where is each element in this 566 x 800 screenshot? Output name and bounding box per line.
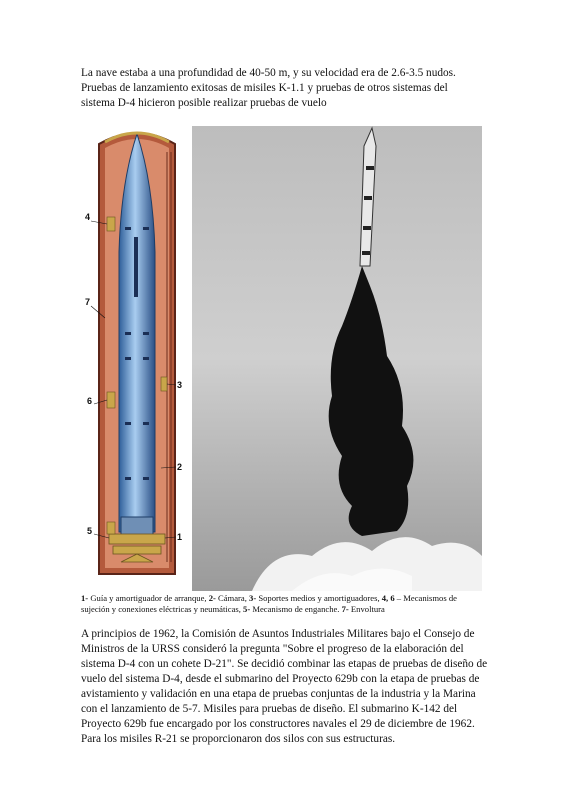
missile-body bbox=[119, 134, 155, 532]
intro-paragraph: La nave estaba a una profundidad de 40-50 m, y su velocidad era de 2.6-3.5 nudos. Pruebas de lanzamiento exitosas de misiles K-1.1 y pruebas de otros sistemas del sistema D-4 hicieron posible realizar pruebas de vuelo bbox=[81, 67, 456, 109]
body-paragraph: A principios de 1962, la Comisión de Asuntos Industriales Militares bajo el Consejo de Ministros de la URSS consideró la pregunta "Sobre el progreso de la elaboración del sistema D-4 con un cohete D-21". Se decidió combinar las etapas de pruebas de diseño de vuelo del sistema D-4, desde el submarino del Proyecto 629b con la etapa de pruebas de avistamiento y validación en una etapa de pruebas conjuntas de la industria y la Marina con el lanzamiento de 5-7. Misiles para pruebas de diseño. El submarino K-142 del Proyecto 629b fue encargado por los constructores navales el 29 de diciembre de 1962. Para los misiles R-21 se proporcionaron dos silos con sus estructuras. bbox=[81, 628, 488, 745]
callout-1: 1 bbox=[177, 532, 183, 542]
missile-launch-photo bbox=[192, 126, 482, 591]
figure-caption: 1- Guía y amortiguador de arranque, 2- Cámara, 3- Soportes medios y amortiguadores, 4, 6 – Mecanismos de sujeción y conexiones eléctricas y neumáticas, 5- Mecanismo de enganche. 7- Envoltura bbox=[81, 593, 457, 614]
callout-2: 2 bbox=[177, 462, 183, 472]
callout-3: 3 bbox=[177, 380, 183, 390]
callout-6: 6 bbox=[87, 396, 93, 406]
missile-silo-diagram bbox=[81, 122, 189, 584]
callout-5: 5 bbox=[87, 526, 93, 536]
callout-4: 4 bbox=[85, 212, 91, 222]
missile-engine bbox=[121, 517, 153, 535]
callout-7: 7 bbox=[85, 297, 91, 307]
